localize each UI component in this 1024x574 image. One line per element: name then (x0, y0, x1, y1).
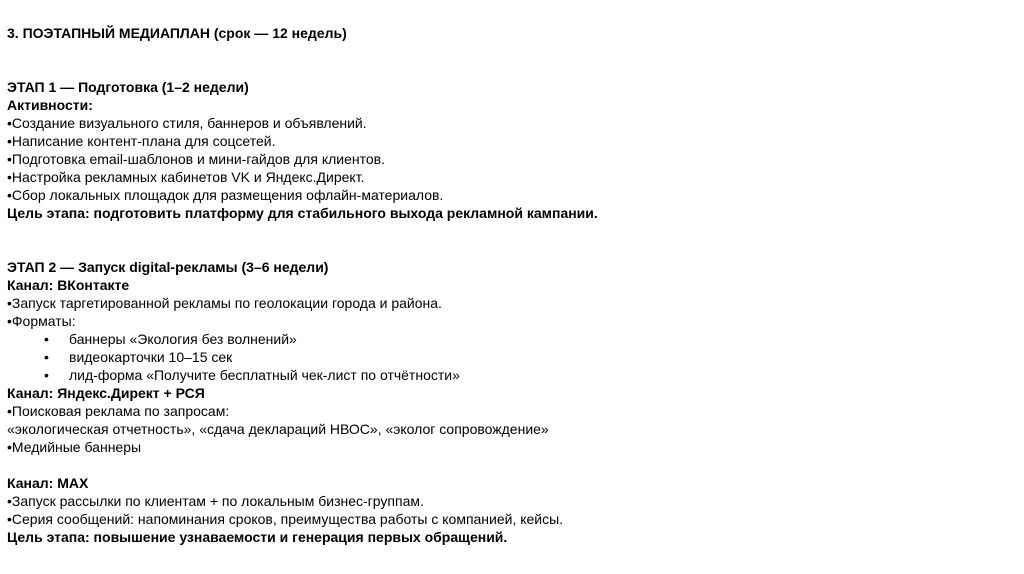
stage-2-heading: ЭТАП 2 — Запуск digital-рекламы (3–6 недели) (7, 259, 329, 275)
channel-vk-label: Канал: ВКонтакте (7, 277, 130, 293)
stage-1-activities-label: Активности: (7, 97, 93, 113)
stage-1-section (7, 78, 1007, 222)
list-item: •Запуск таргетированной рекламы по геолокации города и района. (7, 295, 442, 311)
stage-2-goal: Цель этапа: повышение узнаваемости и генерация первых обращений. (7, 529, 508, 545)
spacer (7, 222, 1007, 258)
list-item: •Настройка рекламных кабинетов VK и Яндекс.Директ. (7, 169, 365, 185)
sub-list-item (7, 330, 1007, 348)
channel-max-label: Канал: MAX (7, 475, 89, 491)
sub-list-item (7, 366, 1007, 384)
stage-1-goal: Цель этапа: подготовить платформу для стабильного выхода рекламной кампании. (7, 205, 598, 221)
spacer (7, 42, 1007, 78)
list-item: •Написание контент-плана для соцсетей. (7, 133, 276, 149)
list-item: •Подготовка email-шаблонов и мини-гайдов для клиентов. (7, 151, 385, 167)
search-queries: «экологическая отчетность», «сдача деклараций НВОС», «эколог сопровождение» (7, 421, 549, 437)
list-item: •Запуск рассылки по клиентам + по локальным бизнес-группам. (7, 493, 424, 509)
list-item: •Поисковая реклама по запросам: (7, 403, 230, 419)
stage-1-heading: ЭТАП 1 — Подготовка (1–2 недели) (7, 79, 249, 95)
document-page (7, 24, 1007, 546)
sub-list-item-text: лид-форма «Получите бесплатный чек-лист по отчётности» (69, 367, 460, 383)
formats-label: •Форматы: (7, 313, 76, 329)
bullet: • (44, 331, 49, 347)
sub-list-item-text: баннеры «Экология без волнений» (69, 331, 297, 347)
sub-list-item-text: видеокарточки 10–15 сек (69, 349, 233, 365)
list-item: •Медийные баннеры (7, 439, 142, 455)
channel-yandex-label: Канал: Яндекс.Директ + РСЯ (7, 385, 205, 401)
bullet: • (44, 367, 49, 383)
stage-2-section (7, 258, 1007, 546)
bullet: • (44, 349, 49, 365)
list-item: •Создание визуального стиля, баннеров и объявлений. (7, 115, 367, 131)
page-title: 3. ПОЭТАПНЫЙ МЕДИАПЛАН (срок — 12 недель) (7, 25, 347, 41)
list-item: •Сбор локальных площадок для размещения офлайн-материалов. (7, 187, 444, 203)
list-item: •Серия сообщений: напоминания сроков, преимущества работы с компанией, кейсы. (7, 511, 564, 527)
sub-list-item (7, 348, 1007, 366)
spacer (7, 456, 1007, 474)
